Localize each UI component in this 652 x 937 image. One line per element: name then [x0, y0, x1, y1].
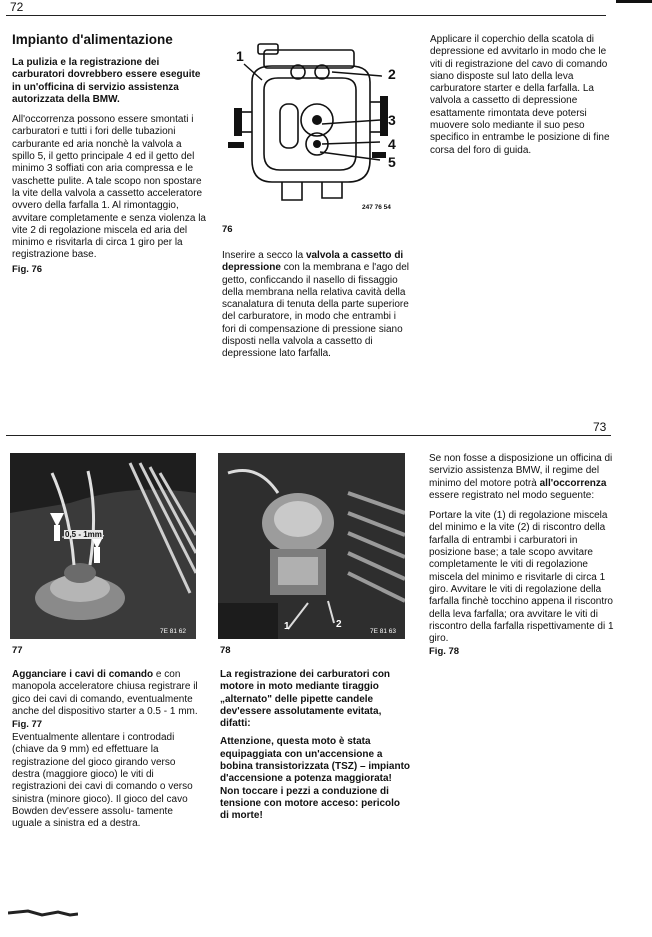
callout-4: 4: [388, 136, 396, 152]
right-paragraph: Applicare il coperchio della scatola di depressione ed avvitarlo in modo che le viti di registrazione del cavo di comando siano disposte sul lato della leva carburatore starter e della farfalla. La valvola a cassetto di depressione esattamente rimontata deve potersi muovere solo mediante il suo peso specifico in entrambe le posizione di fine corsa del foro di guida.: [430, 34, 610, 156]
body-paragraph: All'occorrenza possono essere smontati i carburatori e tutti i fori delle tubazioni carburante ed aria nonchè la valvola a spillo 5, il getto principale 4 ed il getto del minimo 3 soffiati con aria compressa e le vaschette pulite. A tale scopo non spostare la vite della valvola a cassetto acceleratore ovvero della farfalla 1. Al rimontaggio, avvitare completamente e senza violenza la vite 2 di regolazione miscela ed aria del minimo e risvitarla di circa 1 giro per la registrazione base.: [12, 114, 206, 261]
middle-rule: [6, 435, 611, 436]
idle-intro-b: essere registrato nel modo seguente:: [429, 489, 595, 501]
callout-2: 2: [388, 66, 396, 82]
bottom-col1: [12, 669, 198, 831]
top-rule: [6, 15, 606, 16]
section-title: Impianto d'alimentazione: [12, 32, 173, 47]
page-number-73: 73: [593, 420, 607, 434]
bottom-col2: [220, 669, 410, 823]
fig-ref-77: Fig. 77: [12, 719, 43, 731]
cables-bold: Agganciare i cavi di comando: [12, 669, 154, 680]
figure-77-photo: [10, 453, 196, 639]
idle-intro-paragraph: [429, 453, 617, 502]
middle-bold: valvola a cassetto di depressione: [222, 250, 404, 274]
middle-intro: Inserire a secco la: [222, 250, 306, 261]
lead-paragraph: La pulizia e la registrazione dei carburatori dovrebbero essere eseguite in un'officina di servizio assistenza autorizzata della BMW.: [12, 57, 201, 105]
bottom-col3: [429, 453, 617, 657]
callout-5: 5: [388, 154, 396, 170]
fig-ref-78: Fig. 78: [429, 646, 460, 658]
middle-paragraph: [222, 250, 412, 361]
idle-intro-bold: all'occorrenza: [539, 477, 607, 489]
carburetor-photo: [218, 453, 405, 639]
figure-number-76: 76: [222, 224, 233, 235]
figure-number-78: 78: [220, 645, 231, 656]
figure-76: [222, 42, 412, 218]
throttle-cable-photo: [10, 453, 196, 639]
fig78-callout-2: 2: [336, 619, 342, 630]
fig77-code: 7E 81 62: [160, 628, 187, 635]
left-column: [12, 32, 207, 275]
warning-paragraph-1: La registrazione dei carburatori con motore in moto mediante tiraggio „alternato" delle pipette candele dev'essere assolutamente evitata, difatti:: [220, 669, 391, 730]
figure-78-photo: [218, 453, 405, 639]
middle-rest: con la membrana e l'ago del getto, conficcando il nasello di fissaggio della membrana nella relativa cavità della scanalatura di tenuta della parte superiore del carburatore, in modo che entrambi i fori di compensazione di pressione siano disposti nella valvola a cassetto di depressione lato farfalla.: [222, 262, 410, 360]
corner-mark: [616, 0, 652, 3]
figure-number-77: 77: [12, 645, 23, 656]
carburetor-drawing: [222, 42, 412, 218]
callout-3: 3: [388, 112, 396, 128]
scan-artifact: [8, 906, 78, 916]
cables-paragraph: [12, 669, 198, 718]
callout-1: 1: [236, 48, 244, 64]
idle-intro-a: Se non fosse a disposizione un officina di servizio assistenza BMW, il regime del minimo del motore potrà: [429, 453, 613, 489]
fig78-code: 7E 81 63: [370, 628, 397, 635]
scan-smudge: [8, 909, 78, 919]
adjustment-paragraph: Eventualmente allentare i controdadi (chiave da 9 mm) ed effettuare la registrazione del gioco girando verso destra (maggiore gioco) le viti di registrazioni dei cavi di comando o verso sinistra (minore gioco). Il gioco del cavo Bowden dev'essere assolu- tamente uguale a sinistra ed a destra.: [12, 732, 193, 830]
fig-ref-76: Fig. 76: [12, 263, 43, 275]
warning-paragraph-2: Attenzione, questa moto è stata equipaggiata con un'accensione a bobina transistorizzata (TSZ) – impianto d'accensione a potenza maggiorata! Non toccare i pezzi a conduzione di tensione con motore acceso: pericolo di morte!: [220, 736, 411, 822]
idle-steps-paragraph: Portare la vite (1) di regolazione miscela del minimo e la vite (2) di riscontro della farfalla di entrambi i carburatori in posizione base; a tale scopo avvitare completamente le viti di regolazione miscela del minimo e risvitarle di circa 1 giro. Avvitare le viti di regolazione della farfalla finchè tocchino appena il riscontro della leva farfalla; ora avvitare le viti di riscontro della farfalla rispettivamente di 1 giro.: [429, 510, 614, 645]
fig78-callout-1: 1: [284, 621, 290, 632]
page-number-72: 72: [10, 0, 24, 14]
gap-label: 0,5 - 1mm: [65, 530, 102, 539]
figure-code: 247 76 54: [362, 204, 391, 211]
cables-text: e con manopola acceleratore chiusa registrare il gico dei cavi di comando, eventualmente anche del dispositivo starter a 0.5 - 1 mm.: [12, 669, 198, 717]
